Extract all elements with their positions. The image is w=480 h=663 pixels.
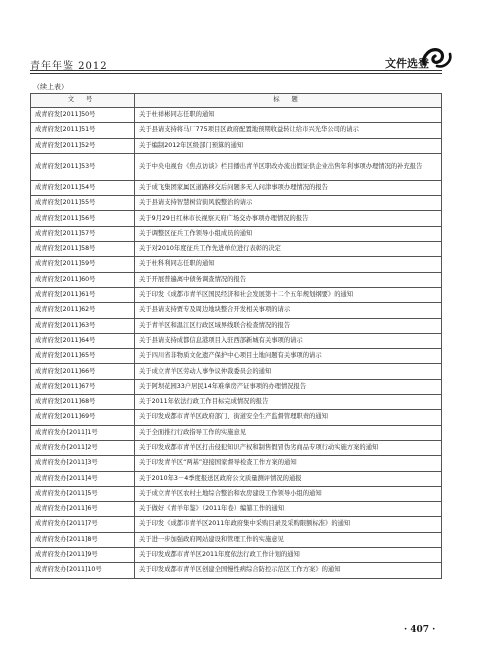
column-header-title: 标 题 bbox=[135, 94, 442, 108]
brush-swirl-logo-icon bbox=[420, 44, 454, 72]
doc-number-cell: 成青府发[2011]68号 bbox=[31, 395, 135, 410]
doc-title-cell: 关于对2010年度征兵工作先进单位进行表彰的决定 bbox=[135, 242, 442, 257]
table-row bbox=[31, 287, 442, 302]
doc-number-cell: 成青府发办[2011]7号 bbox=[31, 517, 135, 532]
doc-number-cell: 成青府发办[2011]8号 bbox=[31, 532, 135, 547]
table-row bbox=[31, 318, 442, 333]
doc-title-cell: 关于阿坝花园33户居民14年难拿房产证事项的办理情况报告 bbox=[135, 379, 442, 394]
doc-number-cell: 成青府发[2011]55号 bbox=[31, 196, 135, 211]
doc-number-cell: 成青府发[2011]59号 bbox=[31, 257, 135, 272]
table-row bbox=[31, 349, 442, 364]
doc-number-cell: 成青府发[2011]62号 bbox=[31, 303, 135, 318]
table-row bbox=[31, 333, 442, 348]
table-row bbox=[31, 548, 442, 563]
doc-number-cell: 成青府发[2011]64号 bbox=[31, 333, 135, 348]
document-index-table bbox=[30, 93, 442, 579]
doc-title-cell: 关于进一步加强政府网站建设和管理工作的实施意见 bbox=[135, 532, 442, 547]
table-row bbox=[31, 517, 442, 532]
table-row bbox=[31, 242, 442, 257]
doc-number-cell: 成青府发[2011]66号 bbox=[31, 364, 135, 379]
doc-number-cell: 成青府发[2011]61号 bbox=[31, 287, 135, 302]
table-row bbox=[31, 410, 442, 425]
doc-number-cell: 成青府发[2011]53号 bbox=[31, 153, 135, 180]
doc-title-cell: 关于成立青羊区劳动人事争议仲裁委员会的通知 bbox=[135, 364, 442, 379]
table-row bbox=[31, 532, 442, 547]
doc-title-cell: 关于2011年依法行政工作目标完成情况的报告 bbox=[135, 395, 442, 410]
header-rule-thin bbox=[30, 73, 442, 74]
table-row bbox=[31, 138, 442, 153]
doc-title-cell: 关于印发成都市青羊区政府部门、街道安全生产监督管理职责的通知 bbox=[135, 410, 442, 425]
page-number: · 407 · bbox=[404, 625, 436, 635]
doc-title-cell: 关于四川省非物质文化遗产保护中心项目土地问题有关事项的请示 bbox=[135, 349, 442, 364]
table-row bbox=[31, 440, 442, 455]
doc-number-cell: 成青府发办[2011]1号 bbox=[31, 425, 135, 440]
doc-title-cell: 关于印发青羊区“两基”迎接国家督导检查工作方案的通知 bbox=[135, 456, 442, 471]
doc-title-cell: 关于印发成都市青羊区打击侵犯知识产权和制售假冒伪劣商品专项行动实施方案的通知 bbox=[135, 440, 442, 455]
doc-number-cell: 成青府发[2011]50号 bbox=[31, 108, 135, 123]
doc-title-cell: 关于县请支持贾专及周边地块整合开发相关事项的请示 bbox=[135, 303, 442, 318]
header-section-title: 文件选登 bbox=[385, 57, 429, 70]
doc-number-cell: 成青府发[2011]56号 bbox=[31, 211, 135, 226]
doc-number-cell: 成青府发办[2011]4号 bbox=[31, 471, 135, 486]
doc-title-cell: 关于9月29日红林市长视察天府广场交办事项办理情况的报告 bbox=[135, 211, 442, 226]
doc-title-cell: 关于全面推行行政指导工作的实施意见 bbox=[135, 425, 442, 440]
doc-number-cell: 成青府发[2011]51号 bbox=[31, 123, 135, 138]
doc-number-cell: 成青府发办[2011]10号 bbox=[31, 563, 135, 578]
doc-number-cell: 成青府发[2011]58号 bbox=[31, 242, 135, 257]
table-row bbox=[31, 456, 442, 471]
column-header-doc-number: 文 号 bbox=[31, 94, 135, 108]
doc-title-cell: 关于2010年3－4季度报送区政府公文质量测评情况的通报 bbox=[135, 471, 442, 486]
doc-title-cell: 关于县请支持智慧树营街风貌整治的请示 bbox=[135, 196, 442, 211]
table-row bbox=[31, 471, 442, 486]
table-row bbox=[31, 563, 442, 578]
doc-title-cell: 关于成飞集团家属区道路移交后问题多无人问津事项办理情况的报告 bbox=[135, 180, 442, 195]
table-row bbox=[31, 502, 442, 517]
doc-title-cell: 关于编制2012年区级部门预算的通知 bbox=[135, 138, 442, 153]
table-row bbox=[31, 108, 442, 123]
doc-title-cell: 关于印发《成都市青羊区国民经济和社会发展第十二个五年规划纲要》的通知 bbox=[135, 287, 442, 302]
header-rule-thick bbox=[30, 70, 442, 71]
doc-number-cell: 成青府发[2011]52号 bbox=[31, 138, 135, 153]
table-row bbox=[31, 364, 442, 379]
table-row bbox=[31, 196, 442, 211]
doc-title-cell: 关于县请支持成都信息港项目入驻西部新城有关事项的请示 bbox=[135, 333, 442, 348]
doc-title-cell: 关于杜科利同志任职的通知 bbox=[135, 257, 442, 272]
doc-title-cell: 关于印发成都市青羊区创建全国慢性病综合防控示范区工作方案》的通知 bbox=[135, 563, 442, 578]
table-row bbox=[31, 123, 442, 138]
doc-number-cell: 成青府发办[2011]9号 bbox=[31, 548, 135, 563]
doc-number-cell: 成青府发[2011]57号 bbox=[31, 226, 135, 241]
table-row bbox=[31, 272, 442, 287]
continued-label: （续上表） bbox=[33, 83, 68, 91]
table-row bbox=[31, 379, 442, 394]
doc-number-cell: 成青府发[2011]69号 bbox=[31, 410, 135, 425]
doc-title-cell: 关于开展普遍离中债务调查情况的报告 bbox=[135, 272, 442, 287]
table-row bbox=[31, 153, 442, 180]
doc-title-cell: 关于青羊区和温江区行政区域界线联合检查情况的报告 bbox=[135, 318, 442, 333]
doc-number-cell: 成青府发办[2011]3号 bbox=[31, 456, 135, 471]
table-row bbox=[31, 226, 442, 241]
doc-title-cell: 关于印发成都市青羊区2011年度依法行政工作计划的通知 bbox=[135, 548, 442, 563]
doc-number-cell: 成青府发[2011]60号 bbox=[31, 272, 135, 287]
doc-title-cell: 关于调整区征兵工作领导小组成员的通知 bbox=[135, 226, 442, 241]
doc-title-cell: 关于杜祥彬同志任职的通知 bbox=[135, 108, 442, 123]
header-yearbook-title: 青年年鉴 2012 bbox=[30, 61, 108, 72]
doc-number-cell: 成青府发办[2011]5号 bbox=[31, 486, 135, 501]
doc-number-cell: 成青府发[2011]54号 bbox=[31, 180, 135, 195]
doc-title-cell: 关于做好《青羊年鉴》（2011年卷）编纂工作的通知 bbox=[135, 502, 442, 517]
doc-number-cell: 成青府发办[2011]6号 bbox=[31, 502, 135, 517]
doc-title-cell: 关于印发《成都市青羊区2011年政府集中采购目录及采购限额标准》的通知 bbox=[135, 517, 442, 532]
table-row bbox=[31, 211, 442, 226]
table-row bbox=[31, 486, 442, 501]
table-row bbox=[31, 303, 442, 318]
table-row bbox=[31, 395, 442, 410]
doc-title-cell: 关于县请支持将马厂775项目区政府配置地预期收益转让给市兴光华公司的请示 bbox=[135, 123, 442, 138]
table-row bbox=[31, 425, 442, 440]
table-row bbox=[31, 257, 442, 272]
doc-title-cell: 关于成立青羊区农村土地综合整治和农房建设工作领导小组的通知 bbox=[135, 486, 442, 501]
table-header-row bbox=[31, 94, 442, 108]
doc-number-cell: 成青府发[2011]67号 bbox=[31, 379, 135, 394]
doc-number-cell: 成青府发办[2011]2号 bbox=[31, 440, 135, 455]
doc-number-cell: 成青府发[2011]65号 bbox=[31, 349, 135, 364]
doc-title-cell: 关于中央电视台《焦点访谈》栏目播出青羊区职改办流出假证供企业出售年利事项办理情况的补充报告 bbox=[135, 153, 442, 180]
table-row bbox=[31, 180, 442, 195]
doc-number-cell: 成青府发[2011]63号 bbox=[31, 318, 135, 333]
